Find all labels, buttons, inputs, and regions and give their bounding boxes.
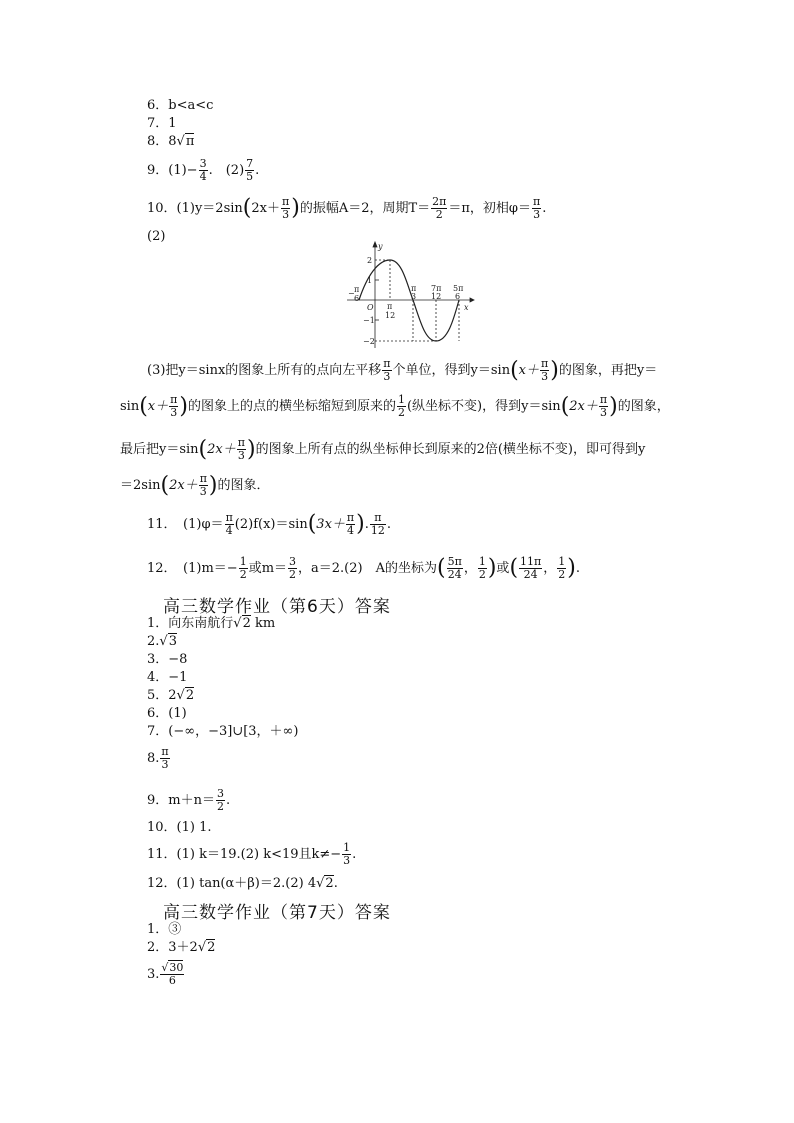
answer-8: 8．8√π <box>147 134 195 149</box>
day6-answer-11: 11．(1) k＝19.(2) k<19且k≠− $\frac{1}{3}$ . <box>147 841 357 867</box>
answer-10-2-label: (2) <box>147 229 166 244</box>
sine-graph <box>345 240 475 352</box>
day7-answer-3: 3. $\frac{√30}{6}$ <box>147 961 184 987</box>
graph-tick-5pi6-d: 6 <box>455 292 461 301</box>
day6-answer-3: 3．−8 <box>147 652 188 667</box>
graph-tick-pi3-n: π <box>411 284 417 293</box>
graph-tick-mpi6-d: 6 <box>354 294 360 303</box>
day6-answer-6: 6．(1) <box>147 706 187 721</box>
answer-12: 12． (1)m＝− $\frac{1}{2}$ 或m＝ $\frac{3}{2}$ ，a＝2.(2) A的坐标为( $\frac{5\pi}{24}$ ， $\frac{1}{2}$ )或( $\frac{11\pi}{24}$ ， $\frac{1}{2}$ ). <box>147 555 581 581</box>
graph-x-label: x <box>464 303 469 312</box>
answer-10-1: 10．(1)y＝2sin(2x＋ $\frac{\pi}{3}$ )的振幅A＝2，周期T＝ $\frac{2\pi}{2}$ ＝π，初相φ＝ $\frac{\pi}{3}$ . <box>147 195 547 221</box>
answer-9: 9．(1)− $\frac{3}{4}$ . (2) $\frac{7}{5}$ . <box>147 157 260 183</box>
day7-answer-2: 2．3＋2√2 <box>147 940 216 955</box>
graph-tick-mpi6-n: π <box>354 285 360 294</box>
graph-tick-1: 1 <box>367 276 373 285</box>
graph-tick-m2: −2 <box>363 337 375 346</box>
graph-tick-minus: − <box>348 289 355 298</box>
graph-tick-pi12-d: 12 <box>385 311 396 320</box>
graph-tick-5pi6-n: 5π <box>453 284 464 293</box>
day6-heading: 高三数学作业（第6天）答案 <box>163 597 391 617</box>
day6-answer-10: 10．(1) 1. <box>147 820 212 835</box>
day7-answer-1: 1．③ <box>147 922 182 937</box>
day6-answer-1: 1．向东南航行√2 km <box>147 616 276 631</box>
graph-tick-pi3-d: 3 <box>411 292 417 301</box>
day6-answer-5: 5．2√2 <box>147 688 195 703</box>
answer-7: 7．1 <box>147 116 177 131</box>
day6-answer-8: 8. $\frac{\pi}{3}$ <box>147 745 169 771</box>
answer-11: 11． (1)φ＝ $\frac{\pi}{4}$ (2)f(x)＝sin(3x＋ $\frac{\pi}{4}$ ). $\frac{\pi}{12}$ . <box>147 511 392 537</box>
day7-heading: 高三数学作业（第7天）答案 <box>163 903 391 923</box>
graph-tick-pi12-n: π <box>387 302 393 311</box>
day6-answer-9: 9．m＋n＝ $\frac{3}{2}$ . <box>147 787 231 813</box>
answer-6: 6．b<a<c <box>147 98 214 113</box>
answer-10-3-line4: ＝2sin(2x＋ $\frac{\pi}{3}$ )的图象． <box>120 472 270 498</box>
graph-tick-m1: −1 <box>363 316 375 325</box>
answer-10-3-line2: sin(x＋ $\frac{\pi}{3}$ )的图象上的点的横坐标缩短到原来的 $\frac{1}{2}$ (纵坐标不变)，得到y＝sin(2x＋ $\frac{\pi}{3}$ )的图象， <box>120 393 670 419</box>
graph-tick-7pi12-d: 12 <box>431 292 442 301</box>
answer-10-3-line3: 最后把y＝sin(2x＋ $\frac{\pi}{3}$ )的图象上所有点的纵坐标伸长到原来的2倍(横坐标不变)，即可得到y <box>120 436 646 462</box>
day6-answer-4: 4．−1 <box>147 670 188 685</box>
graph-tick-2: 2 <box>367 256 373 265</box>
graph-tick-7pi12-n: 7π <box>431 284 442 293</box>
day6-answer-7: 7．(−∞，−3]∪[3，＋∞) <box>147 724 299 739</box>
day6-answer-12: 12．(1) tan(α＋β)＝2.(2) 4√2. <box>147 876 338 891</box>
day6-answer-2: 2.√3 <box>147 634 177 649</box>
answer-10-3-line1: (3)把y＝sinx的图象上所有的点向左平移 $\frac{\pi}{3}$ 个单位，得到y＝sin(x＋ $\frac{\pi}{3}$ )的图象，再把y＝ <box>147 357 658 383</box>
graph-y-label: y <box>378 242 383 251</box>
graph-origin: O <box>367 303 374 312</box>
